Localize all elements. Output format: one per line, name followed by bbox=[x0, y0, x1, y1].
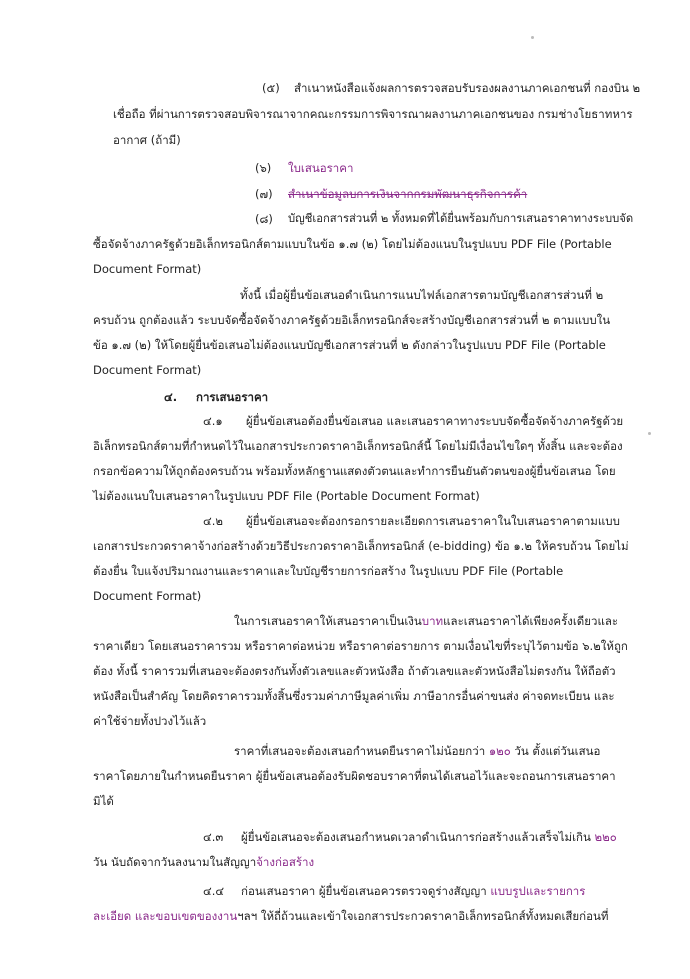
item5-line2: เชื่อถือ ที่ผ่านการตรวจสอบพิจารณาจากคณะกรรมการพิจารณาผลงานภาคเอกชนของ กรมช่างโยธาทหาร bbox=[113, 107, 633, 121]
note-line2: ครบถ้วน ถูกต้องแล้ว ระบบจัดซื้อจัดจ้างภาครัฐด้วยอิเล็กทรอนิกส์จะสร้างบัญชีเอกสารส่วนที่ ๒ ตามแบบใน bbox=[93, 313, 611, 327]
s41-line1: ผู้ยื่นข้อเสนอต้องยื่นข้อเสนอ และเสนอราคาทางระบบจัดซื้อจัดจ้างภาครัฐด้วย bbox=[246, 414, 624, 428]
s43-contract-type: จ้างก่อสร้าง bbox=[256, 855, 315, 869]
p2-line3: มิได้ bbox=[93, 794, 114, 808]
item8-line2: ซื้อจัดจ้างภาครัฐด้วยอิเล็กทรอนิกส์ตามแบบในข้อ ๑.๗ (๒) โดยไม่ต้องแนบในรูปแบบ PDF File (Portable bbox=[93, 237, 612, 251]
item6-text: ใบเสนอราคา bbox=[288, 161, 354, 175]
p1-line1-a: ในการเสนอราคาให้เสนอราคาเป็นเงิน bbox=[234, 614, 422, 628]
item5-line1: สำเนาหนังสือแจ้งผลการตรวจสอบรับรองผลงานภาคเอกชนที่ กองบิน ๒ bbox=[294, 81, 641, 95]
s44-line2 bbox=[93, 908, 608, 924]
s43-days: ๒๒๐ bbox=[594, 830, 617, 844]
s41-line3: กรอกข้อความให้ถูกต้องครบถ้วน พร้อมทั้งหลักฐานแสดงตัวตนและทำการยืนยันตัวตนของผู้ยื่นข้อเสนอ โดย bbox=[93, 464, 616, 478]
s44-line2-b: ฯลฯ ให้ถี่ถ้วนและเข้าใจเอกสารประกวดราคาอิเล็กทรอนิกส์ทั้งหมดเสียก่อนที่ bbox=[237, 909, 609, 923]
item8-line3: Document Format) bbox=[93, 262, 202, 276]
p1-currency: บาท bbox=[421, 614, 444, 628]
s43-line2 bbox=[93, 854, 314, 870]
s42-number: ๔.๒ bbox=[203, 514, 223, 528]
item7-number: (๗) bbox=[255, 187, 273, 201]
p1-line1 bbox=[234, 613, 618, 629]
p2-line1 bbox=[234, 743, 600, 759]
s43-line1 bbox=[241, 829, 617, 845]
s42-line3: ต้องยื่น ใบแจ้งปริมาณงานและราคาและใบบัญชีรายการก่อสร้าง ในรูปแบบ PDF File (Portable bbox=[93, 564, 564, 578]
s42-line2: เอกสารประกวดราคาจ้างก่อสร้างด้วยวิธีประกวดราคาอิเล็กทรอนิกส์ (e-bidding) ข้อ ๑.๒ ให้ครบถ้วน โดยไม่ bbox=[93, 539, 629, 553]
note-line1: ทั้งนี้ เมื่อผู้ยื่นข้อเสนอดำเนินการแนบไฟล์เอกสารตามบัญชีเอกสารส่วนที่ ๒ bbox=[240, 288, 604, 302]
note-line4: Document Format) bbox=[93, 363, 202, 377]
s41-number: ๔.๑ bbox=[203, 414, 223, 428]
p2-line1-a: ราคาที่เสนอจะต้องเสนอกำหนดยืนราคาไม่น้อยกว่า bbox=[234, 744, 486, 758]
p1-line2: ราคาเดียว โดยเสนอราคารวม หรือราคาต่อหน่วย หรือราคาต่อรายการ ตามเงื่อนไขที่ระบุไว้ตามข้อ ๖.๒ให้ถูก bbox=[93, 639, 628, 653]
item8-number: (๘) bbox=[255, 212, 273, 226]
p1-line5: ค่าใช้จ่ายทั้งปวงไว้แล้ว bbox=[93, 714, 207, 728]
s44-line1-a: ก่อนเสนอราคา ผู้ยื่นข้อเสนอควรตรวจดูร่างสัญญา bbox=[241, 884, 487, 898]
scan-speck bbox=[648, 432, 651, 435]
item8-line1: บัญชีเอกสารส่วนที่ ๒ ทั้งหมดที่ได้ยื่นพร้อมกับการเสนอราคาทางระบบจัด bbox=[288, 212, 634, 225]
item5-line3: อากาศ (ถ้ามี) bbox=[113, 133, 181, 147]
item5-number: (๕) bbox=[262, 81, 280, 95]
p1-line3: ต้อง ทั้งนี้ ราคารวมที่เสนอจะต้องตรงกันทั้งตัวเลขและตัวหนังสือ ถ้าตัวเลขและตัวหนังสือไม่ตรงกัน ให้ถือตัว bbox=[93, 664, 616, 678]
item7-text: สำเนาข้อมูลบการเงินจากกรมพัฒนาธุรกิจการค้า bbox=[288, 187, 528, 201]
p1-line4: หนังสือเป็นสำคัญ โดยคิดราคารวมทั้งสิ้นซึ่งรวมค่าภาษีมูลค่าเพิ่ม ภาษีอากรอื่นค่าขนส่ง ค่าจดทะเบียน และ bbox=[93, 689, 615, 703]
s44-line1 bbox=[241, 883, 585, 899]
item6-number: (๖) bbox=[255, 161, 272, 175]
note-line3: ข้อ ๑.๗ (๒) ให้โดยผู้ยื่นข้อเสนอไม่ต้องแนบบัญชีเอกสารส่วนที่ ๒ ดังกล่าวในรูปแบบ PDF File (Portable bbox=[93, 338, 606, 352]
p2-days: ๑๒๐ bbox=[488, 744, 511, 758]
s43-number: ๔.๓ bbox=[203, 830, 224, 844]
s41-line2: อิเล็กทรอนิกส์ตามที่กำหนดไว้ในเอกสารประกวดราคาอิเล็กทรอนิกส์นี้ โดยไม่มีเงื่อนไขใดๆ ทั้งสิ้น และจะต้อง bbox=[93, 439, 623, 453]
s42-line4: Document Format) bbox=[93, 589, 202, 603]
s43-line1-a: ผู้ยื่นข้อเสนอจะต้องเสนอกำหนดเวลาดำเนินการก่อสร้างแล้วเสร็จไม่เกิน bbox=[241, 830, 591, 844]
s44-number: ๔.๔ bbox=[203, 884, 225, 898]
p2-line1-c: วัน ตั้งแต่วันเสนอ bbox=[514, 744, 601, 758]
scan-speck bbox=[531, 36, 534, 39]
s44-line2-highlight: ละเอียด และขอบเขตของงาน bbox=[93, 909, 238, 923]
s44-line1-highlight: แบบรูปและรายการ bbox=[490, 884, 586, 898]
s41-line4: ไม่ต้องแนบใบเสนอราคาในรูปแบบ PDF File (Portable Document Format) bbox=[93, 489, 480, 503]
section4-number: ๔. bbox=[164, 390, 178, 404]
s42-line1: ผู้ยื่นข้อเสนอจะต้องกรอกรายละเอียดการเสนอราคาในใบเสนอราคาตามแบบ bbox=[246, 514, 620, 528]
p2-line2: ราคาโดยภายในกำหนดยืนราคา ผู้ยื่นข้อเสนอต้องรับผิดชอบราคาที่ตนได้เสนอไว้และจะถอนการเสนอราคา bbox=[93, 769, 616, 783]
section4-title: การเสนอราคา bbox=[196, 390, 269, 404]
p1-line1-c: และเสนอราคาได้เพียงครั้งเดียวและ bbox=[443, 614, 619, 628]
s43-line2-a: วัน นับถัดจากวันลงนามในสัญญา bbox=[93, 855, 257, 869]
